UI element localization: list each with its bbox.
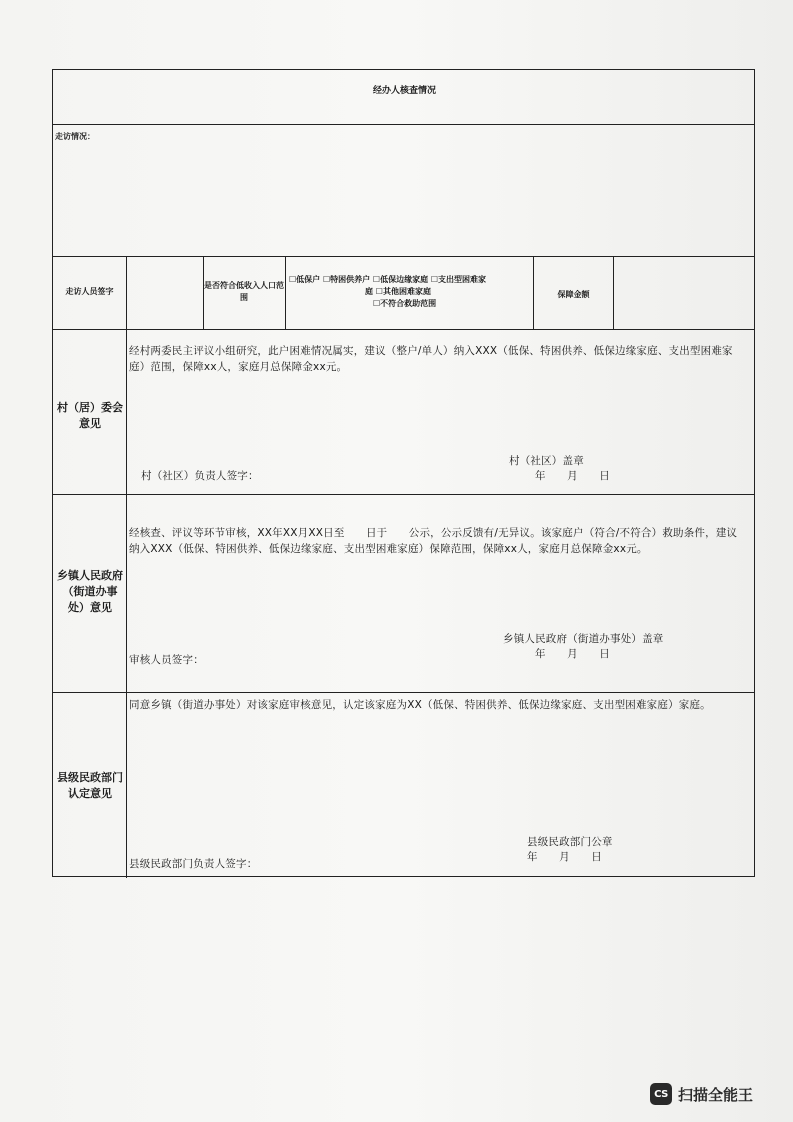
assistance-options-line-1: ☐低保户 ☐特困供养户 ☐低保边缘家庭 ☐支出型困难家 (289, 275, 487, 284)
column-divider (126, 329, 127, 878)
county-date: 年 月 日 (527, 851, 602, 863)
assistance-options-line-3: ☐不符合救助范围 (373, 299, 437, 308)
row-divider (53, 692, 754, 693)
township-opinion-label: 乡镇人民政府（街道办事处）意见 (57, 569, 123, 614)
village-opinion-label: 村（居）委会意见 (57, 401, 123, 430)
county-opinion-label: 县级民政部门认定意见 (57, 771, 123, 800)
eligibility-label: 是否符合低收入人口范围 (204, 281, 284, 302)
county-seal: 县级民政部门公章 (527, 836, 613, 848)
village-date: 年 月 日 (535, 470, 610, 482)
county-signature-label: 县级民政部门负责人签字： (129, 858, 258, 870)
amount-label: 保障金额 (557, 290, 590, 299)
township-date: 年 月 日 (535, 648, 610, 660)
column-divider (613, 256, 614, 329)
section-title: 经办人核查情况 (372, 86, 436, 96)
village-opinion-text: 经村两委民主评议小组研究，此户困难情况属实，建议（整户/单人）纳入XXX（低保、特困供养、低保边缘家庭、支出型困难家庭）范围，保障xx人，家庭月总保障金xx元。 (129, 345, 733, 373)
township-seal: 乡镇人民政府（街道办事处）盖章 (503, 633, 664, 645)
township-opinion-text: 经核查、评议等环节审核，XX年XX月XX日至 日于 公示，公示反馈有/无异议。该家庭户（符合/不符合）救助条件，建议纳入XXX（低保、特困供养、低保边缘家庭、支出型困难家庭）保障范围，保障xx人，家庭月总保障金xx元。 (129, 527, 738, 555)
village-signature-label: 村（社区）负责人签字： (141, 470, 259, 482)
row-divider (53, 256, 754, 257)
column-divider (126, 256, 127, 329)
reviewer-signature-label: 审核人员签字： (129, 654, 204, 666)
county-opinion-text: 同意乡镇（街道办事处）对该家庭审核意见，认定该家庭为XX（低保、特困供养、低保边缘家庭、支出型困难家庭）家庭。 (129, 699, 711, 711)
scanner-brand-name: 扫描全能王 (678, 1085, 754, 1104)
row-divider (53, 494, 754, 495)
row-divider (53, 329, 754, 330)
assistance-options-line-2: 庭 ☐其他困难家庭 (365, 287, 431, 296)
column-divider (285, 256, 286, 329)
scanner-watermark (650, 1080, 753, 1108)
verification-form-table (52, 69, 755, 877)
camscanner-logo-icon: CS (650, 1083, 672, 1105)
village-seal: 村（社区）盖章 (509, 455, 584, 467)
visit-label: 走访情况： (55, 132, 95, 141)
row-divider (53, 124, 754, 125)
visitor-signature-label: 走访人员签字 (65, 287, 114, 296)
